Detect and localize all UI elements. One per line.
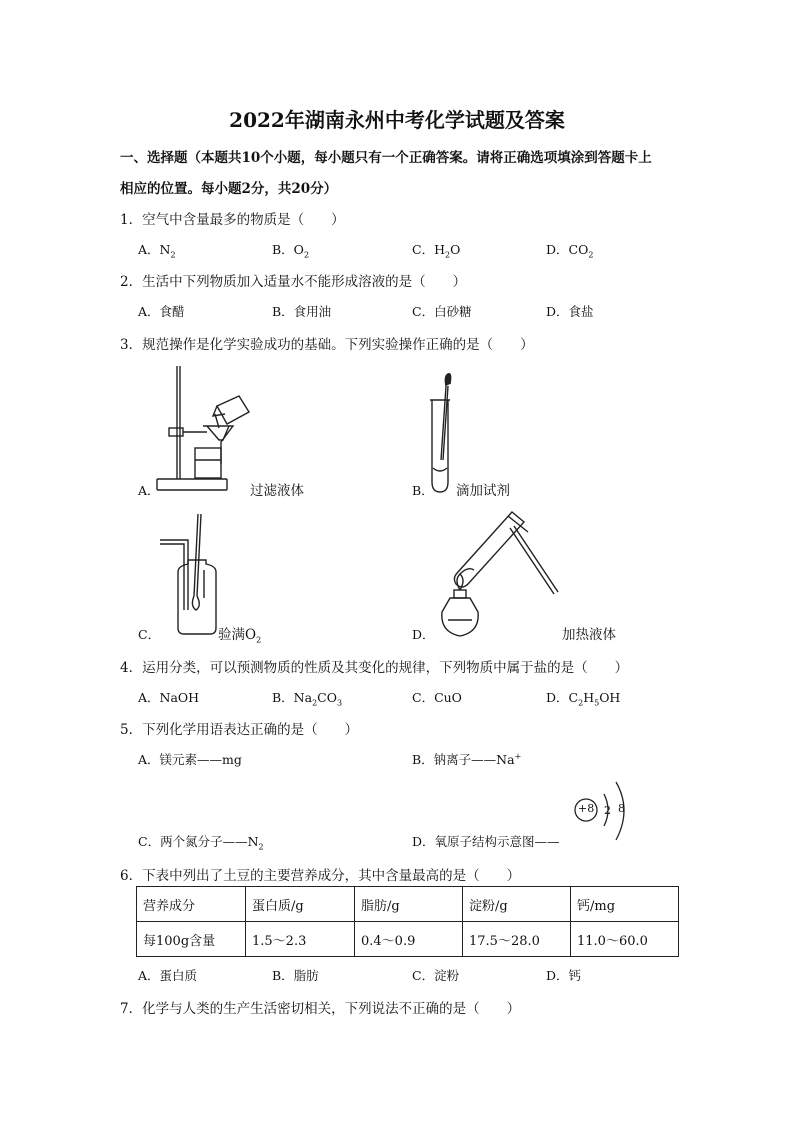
q1-option-d: D．$CO_2$ — [546, 242, 594, 260]
table-row — [137, 922, 679, 957]
q4-option-d: D．$C_2H_5OH$ — [546, 690, 621, 708]
table-header-cell: 营养成分 — [137, 887, 246, 922]
q5-option-c: C．两个氮分子$——N_2$ — [138, 834, 264, 852]
q3-option-a-caption: 过滤液体 — [250, 483, 304, 499]
q4-option-a: A．NaOH — [138, 690, 200, 705]
atom-shell1-electrons: 2 — [604, 804, 611, 817]
question-3-stem: 3．规范操作是化学实验成功的基础。下列实验操作正确的是（ ） — [120, 337, 534, 353]
q3-option-a-letter: A． — [138, 483, 160, 498]
table-header-cell: 淀粉/g — [463, 887, 571, 922]
q6-option-a: A．蛋白质 — [138, 968, 198, 983]
section-heading-line2: 相应的位置。每小题2分，共20分） — [120, 181, 338, 197]
q5-option-d: D．氧原子结构示意图—— — [412, 834, 560, 849]
table-cell: 1.5～2.3 — [246, 922, 355, 957]
q3-option-d-caption: 加热液体 — [562, 627, 616, 643]
q1-option-b: B．$O_2$ — [272, 242, 310, 260]
table-cell: 0.4～0.9 — [355, 922, 463, 957]
q2-option-a: A．食醋 — [138, 304, 185, 319]
question-5-stem: 5．下列化学用语表达正确的是（ ） — [120, 722, 359, 738]
table-cell: 每100g含量 — [137, 922, 246, 957]
q6-option-b: B．脂肪 — [272, 968, 319, 983]
section-heading-line1: 一、选择题（本题共10个小题，每小题只有一个正确答案。请将正确选项填涂到答题卡上 — [120, 150, 652, 166]
question-7-stem: 7．化学与人类的生产生活密切相关，下列说法不正确的是（ ） — [120, 1001, 521, 1017]
heating-test-tube-illustration — [428, 508, 560, 640]
table-header-cell: 蛋白质/g — [246, 887, 355, 922]
q1-option-c: C．$H_2O$ — [412, 242, 461, 260]
q5-option-a: A．镁元素——mg — [138, 752, 242, 767]
atom-shell2-electrons: 8 — [618, 802, 625, 815]
atom-nucleus-label: +8 — [578, 802, 595, 815]
q2-option-c: C．白砂糖 — [412, 304, 472, 319]
q3-option-c-letter: C． — [138, 627, 161, 642]
q6-option-c: C．淀粉 — [412, 968, 460, 983]
q6-option-d: D．钙 — [546, 968, 582, 983]
q2-option-d: D．食盐 — [546, 304, 594, 319]
q4-option-c: C．CuO — [412, 690, 462, 705]
question-4-stem: 4．运用分类，可以预测物质的性质及其变化的规律，下列物质中属于盐的是（ ） — [120, 660, 629, 676]
dropper-test-tube-illustration — [424, 370, 464, 494]
q1-option-a: A．$N_2$ — [138, 242, 176, 260]
question-2-stem: 2．生活中下列物质加入适量水不能形成溶液的是（ ） — [120, 274, 467, 290]
question-6-stem: 6．下表中列出了土豆的主要营养成分，其中含量最高的是（ ） — [120, 868, 521, 884]
q5-option-b: B．钠离子——Na+ — [412, 751, 522, 767]
q3-option-b-caption: 滴加试剂 — [456, 483, 510, 499]
table-header-cell: 钙/mg — [571, 887, 679, 922]
gas-collection-bottle-illustration — [158, 510, 228, 638]
table-cell: 17.5～28.0 — [463, 922, 571, 957]
question-1-stem: 1．空气中含量最多的物质是（ ） — [120, 212, 345, 228]
q3-option-b-letter: B． — [412, 483, 434, 498]
filtration-apparatus-illustration — [155, 362, 255, 494]
nutrition-table — [136, 886, 679, 957]
table-header-row — [137, 887, 679, 922]
table-header-cell: 脂肪/g — [355, 887, 463, 922]
q3-option-d-letter: D． — [412, 627, 435, 642]
page-title: 2022年湖南永州中考化学试题及答案 — [229, 108, 565, 132]
q4-option-b: B．$Na_2CO_3$ — [272, 690, 343, 708]
q3-option-c-caption: 验满$O_2$ — [218, 627, 262, 645]
table-cell: 11.0～60.0 — [571, 922, 679, 957]
q2-option-b: B．食用油 — [272, 304, 332, 319]
